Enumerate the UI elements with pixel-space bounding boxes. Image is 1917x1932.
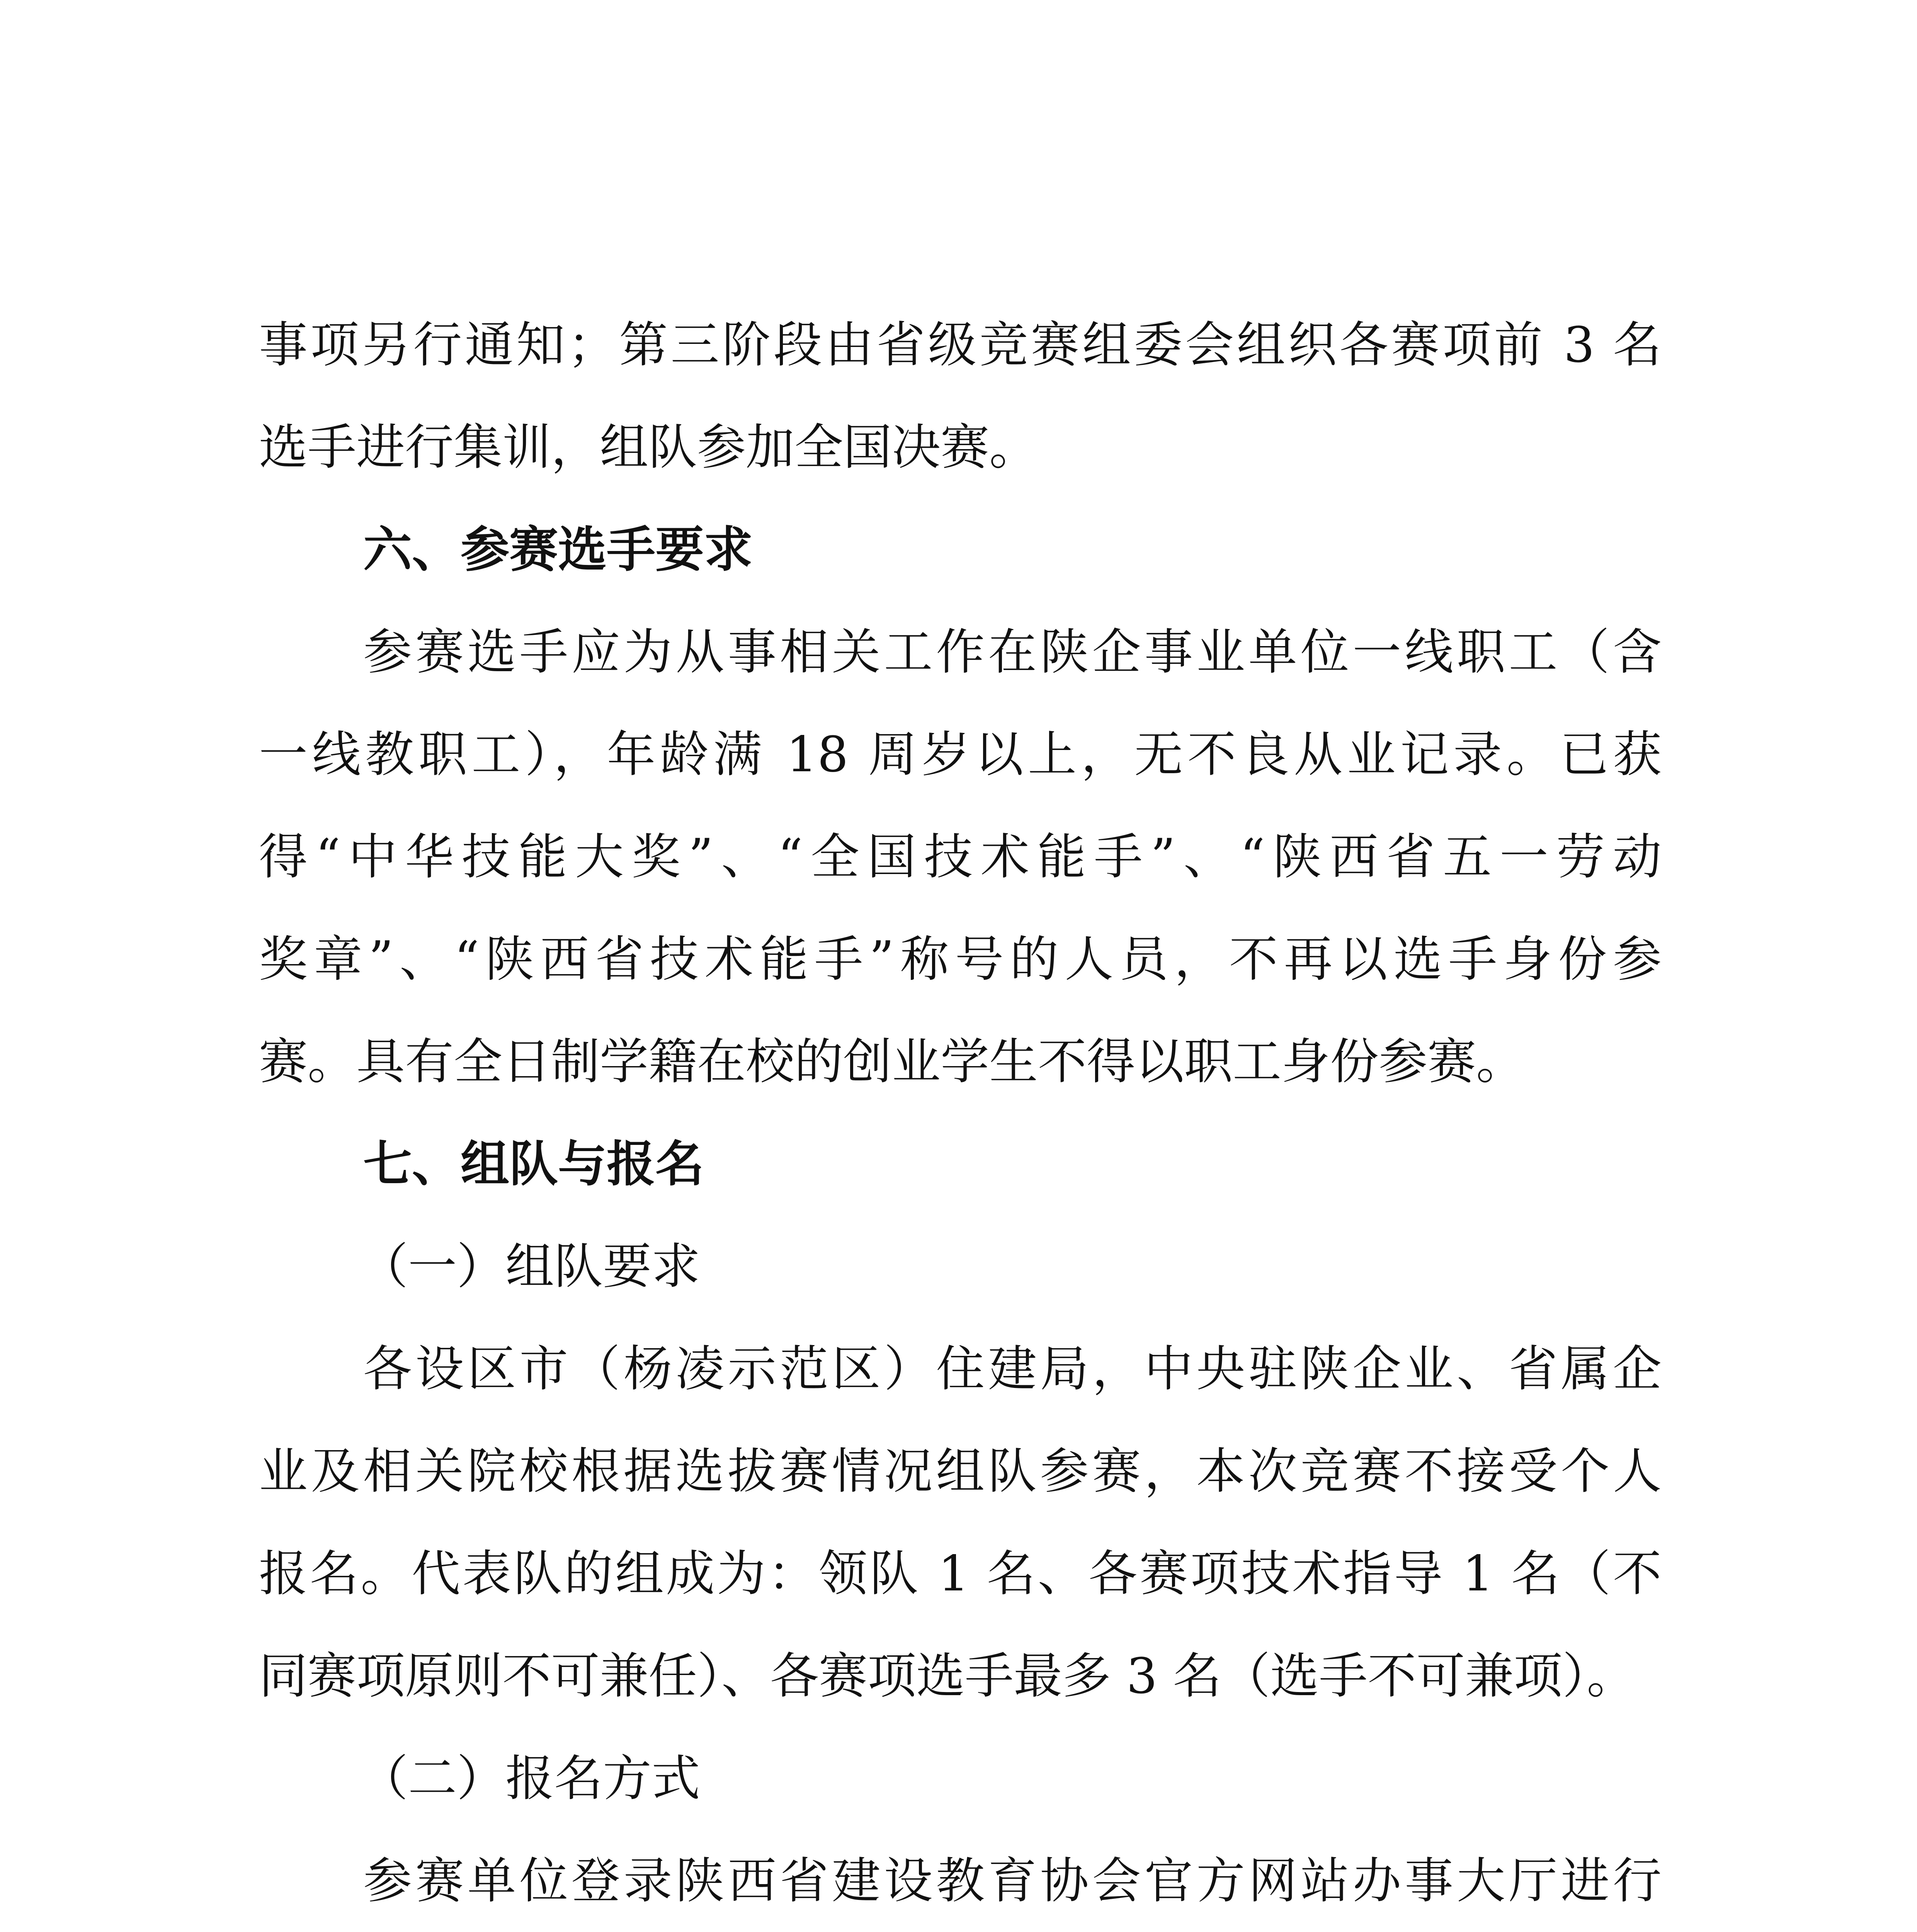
- text-line: 一线教职工），年龄满 18 周岁以上，无不良从业记录。已获: [259, 726, 1662, 783]
- subsection-heading: （二）报名方式: [359, 1750, 700, 1807]
- text-line: 业及相关院校根据选拔赛情况组队参赛，本次竞赛不接受个人: [259, 1443, 1662, 1500]
- text-line: 赛。具有全日制学籍在校的创业学生不得以职工身份参赛。: [259, 1033, 1525, 1090]
- text-line: 各设区市（杨凌示范区）住建局，中央驻陕企业、省属企: [363, 1340, 1662, 1397]
- text-line: 得“中华技能大奖”、“全国技术能手”、“陕西省五一劳动: [259, 828, 1662, 885]
- document-body: [259, 294, 1662, 1932]
- section-heading: 六、参赛选手要求: [363, 521, 753, 578]
- section-heading: 七、组队与报名: [363, 1136, 704, 1192]
- text-line: 报名。代表队的组成为：领队 1 名、各赛项技术指导 1 名（不: [259, 1545, 1662, 1602]
- text-line: 事项另行通知；第三阶段由省级竞赛组委会组织各赛项前 3 名: [259, 316, 1662, 373]
- text-line: 参赛单位登录陕西省建设教育协会官方网站办事大厅进行: [363, 1852, 1662, 1909]
- text-line: 同赛项原则不可兼任）、各赛项选手最多 3 名（选手不可兼项）。: [259, 1648, 1636, 1704]
- subsection-heading: （一）组队要求: [359, 1238, 700, 1295]
- text-line: 选手进行集训，组队参加全国决赛。: [259, 419, 1038, 476]
- text-line: 参赛选手应为从事相关工作在陕企事业单位一线职工（含: [363, 624, 1662, 680]
- text-line: 奖章”、“陕西省技术能手”称号的人员，不再以选手身份参: [259, 931, 1662, 988]
